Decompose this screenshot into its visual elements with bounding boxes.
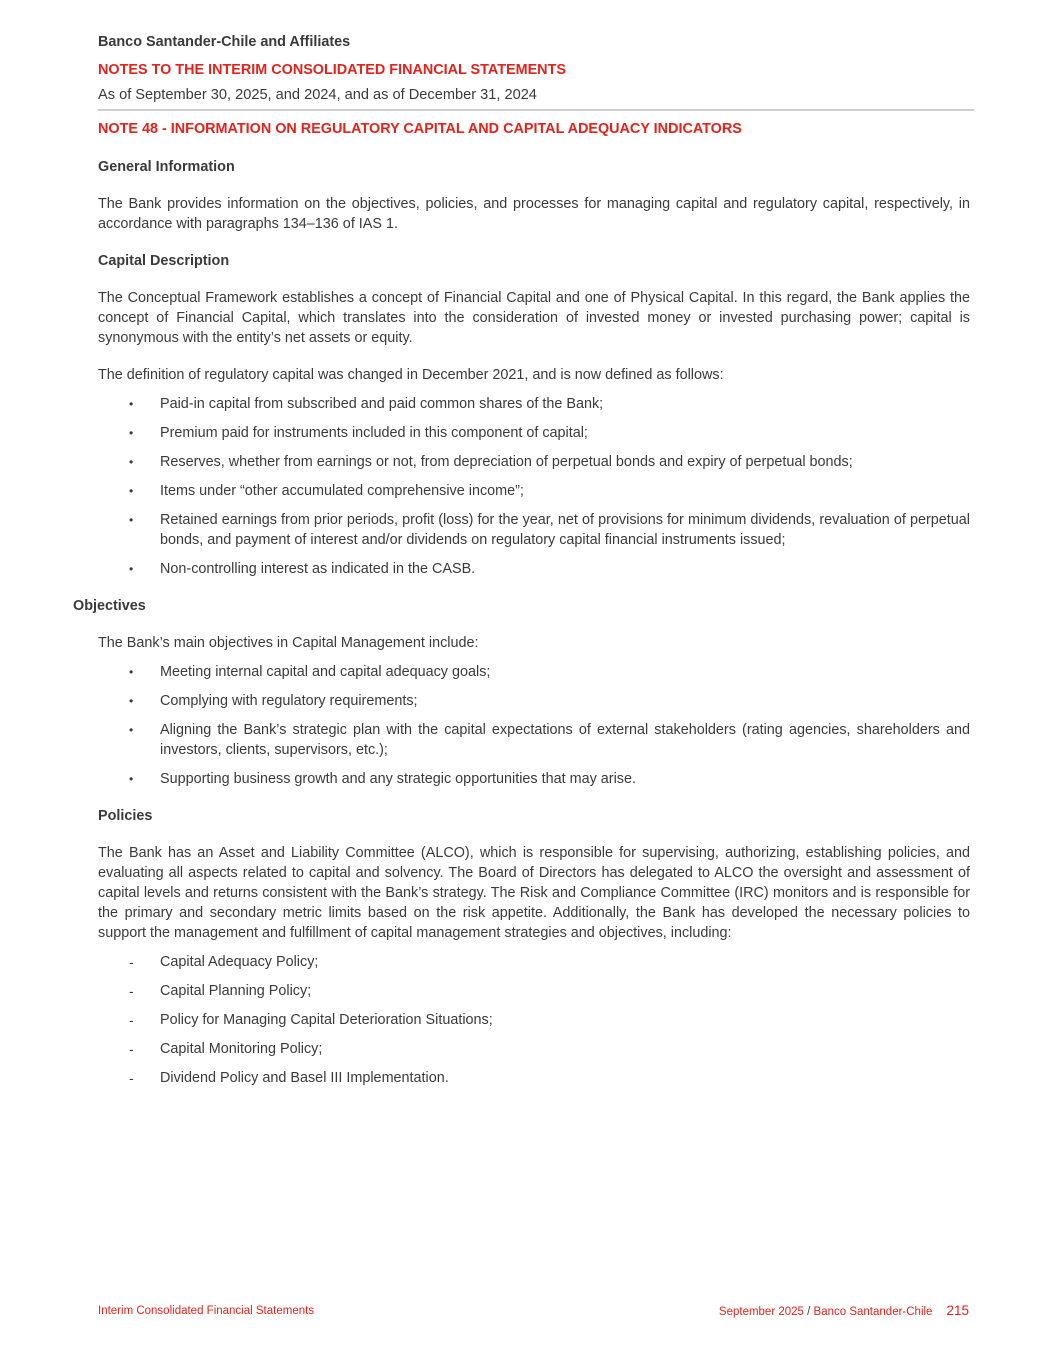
capital-text: The Conceptual Framework establishes a concept of Financial Capital and one of Physical Capital. In this regard, the Bank applies the concept of Financial Capital, which translates into the consideration of invested money or invested purchasing power; capital is synonymous with the entity’s net assets or equity. [98, 290, 970, 346]
capital-definition-intro: The definition of regulatory capital was changed in December 2021, and is now defined as follows: [98, 367, 724, 383]
bullet-icon: • [129, 426, 134, 440]
list-item: • Items under “other accumulated comprehensive income”; [129, 483, 524, 499]
dash-icon: - [129, 983, 134, 999]
bullet-icon: • [129, 513, 134, 527]
bullet-icon: • [129, 723, 134, 737]
company-name: Banco Santander-Chile and Affiliates [98, 34, 351, 50]
objectives-list [98, 662, 970, 789]
footer-date: September 2025 [718, 1306, 804, 1318]
bullet-icon: • [129, 455, 134, 469]
list-item: • Non-controlling interest as indicated in the CASB. [129, 561, 476, 577]
list-item: • Supporting business growth and any strategic opportunities that may arise. [129, 771, 636, 787]
list-item: - Capital Monitoring Policy; [129, 1041, 323, 1057]
list-item: - Capital Planning Policy; [129, 983, 312, 999]
bullet-icon: • [129, 694, 134, 708]
page-number: 215 [946, 1303, 969, 1318]
footer-separator: / [803, 1306, 814, 1318]
dash-icon: - [129, 1070, 134, 1086]
objectives-intro: The Bank’s main objectives in Capital Management include: [98, 635, 479, 651]
list-item: - Dividend Policy and Basel III Implementation. [129, 1070, 449, 1086]
objectives-heading: Objectives [73, 598, 146, 614]
bullet-icon: • [129, 484, 134, 498]
header-divider [98, 109, 974, 111]
policies-heading: Policies [98, 808, 153, 824]
list-item: • Premium paid for instruments included in this component of capital; [129, 425, 588, 441]
notes-title: NOTES TO THE INTERIM CONSOLIDATED FINANCIAL STATEMENTS [98, 62, 566, 78]
bullet-icon: • [129, 665, 134, 679]
list-item: • Reserves, whether from earnings or not, from depreciation of perpetual bonds and expiry of perpetual bonds; [129, 454, 853, 470]
general-text: The Bank provides information on the objectives, policies, and processes for managing capital and regulatory capital, respectively, in accordance with paragraphs 134–136 of IAS 1. [98, 196, 970, 232]
capital-heading: Capital Description [98, 253, 230, 269]
dash-icon: - [129, 954, 134, 970]
list-item: • Complying with regulatory requirements; [129, 693, 418, 709]
list-item: • Retained earnings from prior periods, profit (loss) for the year, net of provisions for minimum dividends, revaluation of perpetual bonds, and payment of interest and/or dividends on regulatory capital financial instruments issued; [129, 512, 970, 548]
capital-components-list [98, 394, 970, 579]
footer-right [719, 1303, 969, 1318]
note-title: NOTE 48 - INFORMATION ON REGULATORY CAPITAL AND CAPITAL ADEQUACY INDICATORS [98, 121, 742, 137]
list-item: - Capital Adequacy Policy; [129, 954, 319, 970]
list-item: - Policy for Managing Capital Deterioration Situations; [129, 1012, 493, 1028]
dash-icon: - [129, 1041, 134, 1057]
note-content [73, 119, 970, 1105]
policies-list [98, 952, 970, 1088]
bullet-icon: • [129, 397, 134, 411]
dash-icon: - [129, 1012, 134, 1028]
period-line: As of September 30, 2025, and 2024, and as of December 31, 2024 [98, 87, 537, 103]
policies-text: The Bank has an Asset and Liability Committee (ALCO), which is responsible for supervising, authorizing, establishing policies, and evaluating all aspects related to capital and solvency. The Board of Directors has delegated to ALCO the oversight and assessment of capital levels and returns consistent with the Bank’s strategy. The Risk and Compliance Committee (IRC) monitors and is responsible for the primary and secondary metric limits based on the risk appetite. Additionally, the Bank has developed the necessary policies to support the management and fulfillment of capital management strategies and objectives, including: [98, 845, 970, 941]
list-item: • Paid-in capital from subscribed and paid common shares of the Bank; [129, 396, 604, 412]
footer-document-title: Interim Consolidated Financial Statements [98, 1305, 315, 1317]
bullet-icon: • [129, 562, 134, 576]
bullet-icon: • [129, 772, 134, 786]
list-item: • Meeting internal capital and capital adequacy goals; [129, 664, 491, 680]
list-item: • Aligning the Bank’s strategic plan with the capital expectations of external stakeholders (rating agencies, shareholders and investors, clients, supervisors, etc.); [129, 722, 970, 758]
footer-bank: Banco Santander-Chile [813, 1306, 933, 1318]
general-heading: General Information [98, 159, 235, 175]
